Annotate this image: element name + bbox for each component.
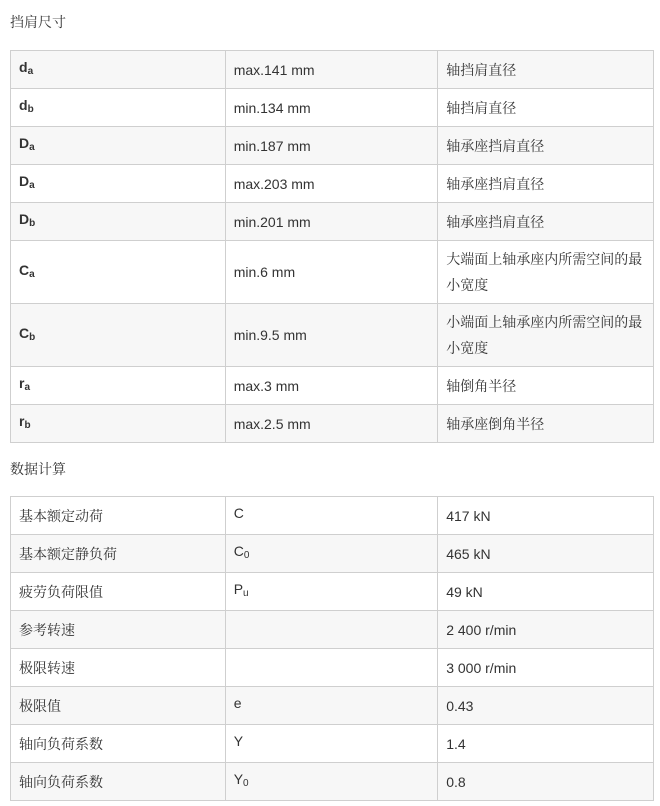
table-row [11, 89, 654, 127]
value-cell: max.203 mm [225, 165, 438, 203]
value-cell: max.141 mm [225, 51, 438, 89]
table-row [11, 763, 654, 801]
value-cell: min.9.5 mm [225, 304, 438, 367]
name-cell: 基本额定静负荷 [11, 535, 226, 573]
value-cell: min.201 mm [225, 203, 438, 241]
table-row [11, 367, 654, 405]
value-cell: 0.43 [438, 687, 654, 725]
value-cell: 465 kN [438, 535, 654, 573]
description-cell: 轴倒角半径 [438, 367, 654, 405]
name-cell: 基本额定动荷 [11, 497, 226, 535]
symbol-cell: $C_a$ [11, 241, 226, 304]
description-cell: 轴承座挡肩直径 [438, 127, 654, 165]
symbol-cell: $d_b$ [11, 89, 226, 127]
table-row [11, 241, 654, 304]
name-cell: 参考转速 [11, 611, 226, 649]
value-cell: min.6 mm [225, 241, 438, 304]
calculation-data-table [10, 496, 654, 801]
symbol-cell: C [225, 497, 438, 535]
table-row [11, 687, 654, 725]
table-row [11, 127, 654, 165]
description-cell: 大端面上轴承座内所需空间的最小宽度 [438, 241, 654, 304]
table-row [11, 51, 654, 89]
name-cell: 轴向负荷系数 [11, 763, 226, 801]
table-row [11, 497, 654, 535]
description-cell: 轴承座倒角半径 [438, 405, 654, 443]
section-title-shoulder-dimensions: 挡肩尺寸 [10, 14, 66, 30]
symbol-cell: Y [225, 725, 438, 763]
table-row [11, 535, 654, 573]
description-cell: 小端面上轴承座内所需空间的最小宽度 [438, 304, 654, 367]
value-cell: 0.8 [438, 763, 654, 801]
table-row [11, 304, 654, 367]
symbol-cell: $C_b$ [11, 304, 226, 367]
value-cell: 2 400 r/min [438, 611, 654, 649]
symbol-cell: C0 [225, 535, 438, 573]
value-cell: 417 kN [438, 497, 654, 535]
description-cell: 轴挡肩直径 [438, 51, 654, 89]
name-cell: 极限转速 [11, 649, 226, 687]
symbol-cell: $r_b$ [11, 405, 226, 443]
symbol-cell: $d_a$ [11, 51, 226, 89]
symbol-cell: $D_a$ [11, 127, 226, 165]
value-cell: max.3 mm [225, 367, 438, 405]
table-row [11, 165, 654, 203]
description-cell: 轴承座挡肩直径 [438, 165, 654, 203]
symbol-cell: e [225, 687, 438, 725]
section-title-calculation-data: 数据计算 [10, 461, 66, 477]
table-row [11, 649, 654, 687]
name-cell: 极限值 [11, 687, 226, 725]
symbol-cell [225, 649, 438, 687]
value-cell: 1.4 [438, 725, 654, 763]
table-row [11, 203, 654, 241]
symbol-cell [225, 611, 438, 649]
symbol-cell: $D_a$ [11, 165, 226, 203]
value-cell: min.187 mm [225, 127, 438, 165]
value-cell: 49 kN [438, 573, 654, 611]
value-cell: 3 000 r/min [438, 649, 654, 687]
value-cell: min.134 mm [225, 89, 438, 127]
table-row [11, 405, 654, 443]
name-cell: 轴向负荷系数 [11, 725, 226, 763]
table-row [11, 573, 654, 611]
symbol-cell: $r_a$ [11, 367, 226, 405]
table-row [11, 611, 654, 649]
name-cell: 疲劳负荷限值 [11, 573, 226, 611]
description-cell: 轴挡肩直径 [438, 89, 654, 127]
shoulder-dimensions-table [10, 50, 654, 443]
description-cell: 轴承座挡肩直径 [438, 203, 654, 241]
table-row [11, 725, 654, 763]
symbol-cell: Y0 [225, 763, 438, 801]
value-cell: max.2.5 mm [225, 405, 438, 443]
symbol-cell: Pu [225, 573, 438, 611]
symbol-cell: $D_b$ [11, 203, 226, 241]
